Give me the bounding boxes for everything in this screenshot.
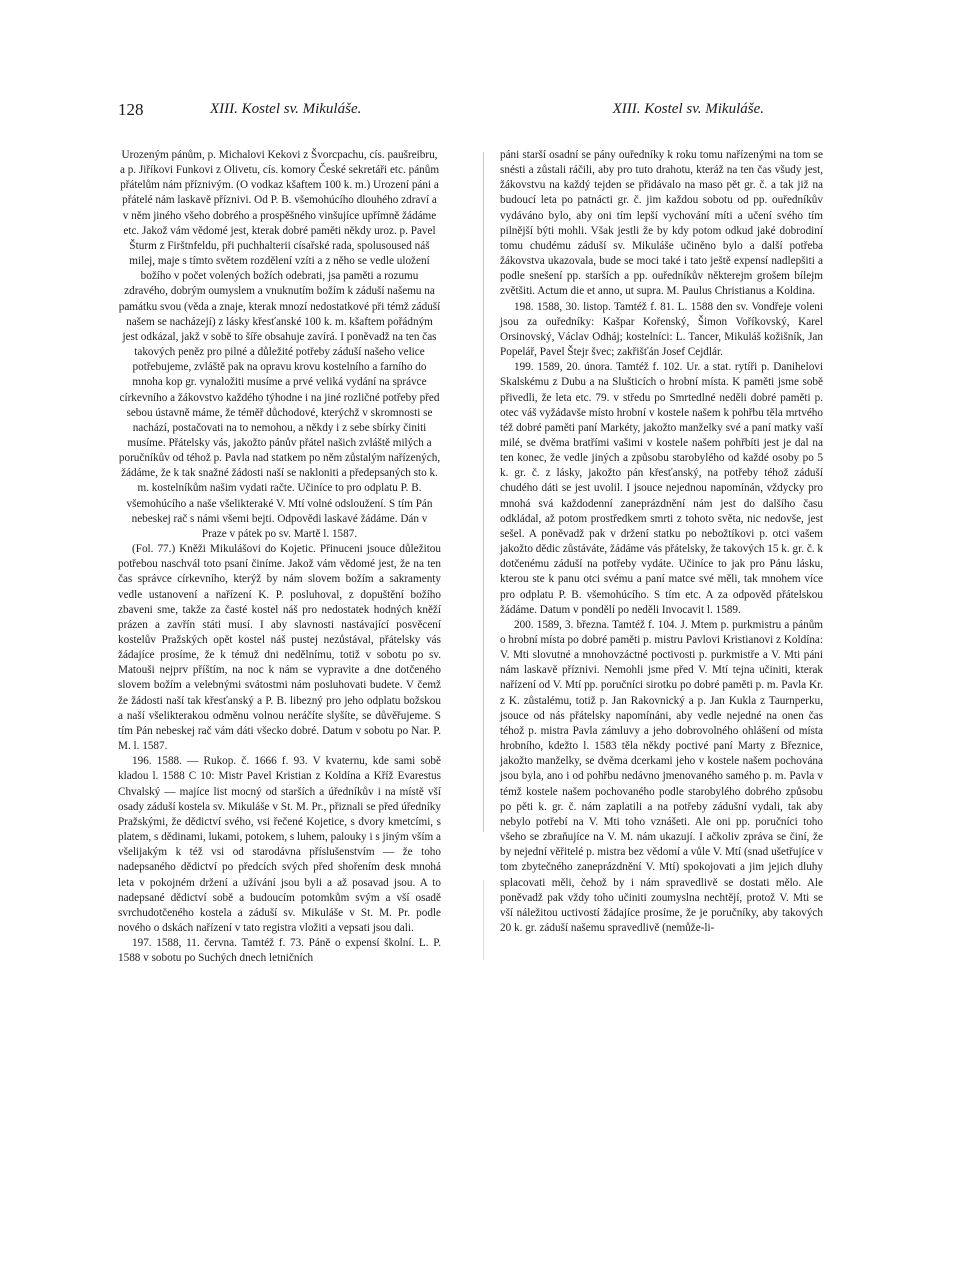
running-title-left: XIII. Kostel sv. Mikuláše. xyxy=(210,101,362,117)
text-paragraph: 198. 1588, 30. listop. Tamtéž f. 81. L. 1588 den sv. Vondřeje voleni jsou za ouředníky: Kašpar Kořenský, Šimon Voříkovský, Karel Orsinovský, Václav Odháj; kostelníci: L. Tancer, Mikuláš kožišník, Jan Popelář, Pavel Štejr švec; zakřišťán Josef Cejdlár. xyxy=(500,300,823,359)
left-text-column xyxy=(118,148,441,966)
text-paragraph: (Fol. 77.) Kněži Mikulášovi do Kojetic. Přinuceni jsouce důležitou potřebou naschvál toto psaní činíme. Jakož vám vědomé jest, že na ten čas správce církevního, kterýž by nám slovem božím a sakramenty vedle ustanovení a nařízení K. P. posluhoval, z dopuštění božího zbaveni sme, takže za časté kostel náš pro nedostatek hodných kněží prázen a zavřín státi musí. I aby slavnosti nastávající posvěcení kostelův Pražských opět kostel náš pustej nezůstával, přátelsky vás žádajíce prosíme, že k témuž dni nedělnímu, totiž v sobotu po sv. Matouši nejprv příštím, na noc k nám se vypravite a dne dotčeného slovem božím a velebnými svátostmi nám posluhovati budete. V čemž že žádosti naší tak křesťanský a P. B. libezný pro jeho odplatu božskou a naší všelikterakou odměnu volnou neráčíte slyšíte, se důvěřujeme. S tím Pán nebeskej rač vám dáti všecko dobré. Datum v sobotu po Nar. P. M. l. 1587. xyxy=(118,543,441,753)
page-number: 128 xyxy=(118,100,144,119)
text-paragraph: 196. 1588. — Rukop. č. 1666 f. 93. V kvaternu, kde sami sobě kladou l. 1588 C 10: Mistr Pavel Kristian z Koldína a Kříž Evarestus Chvalský — majíce list mocný od starších a úředníkův i na místě vší osady záduší kostela sv. Mikuláše v St. M. Pr., přiznali se před úředníky Pražskými, že dědictví svého, vsi řečené Kojetice, s dvory kmetcími, s platem, s dědinami, lukami, potokem, s luhem, palouky i s jiným vším a všelijakým k též vsi od starodávna příslušenstvím — že toho nadepsaného dědictví po předcích svých před shořením desk mnohá leta v pokojném držení a užívání jsou byli a až posavad jsou. A to nadepsané dědictví sobě a budoucím potomkům svým a vší osadě svrchudotčeného kostela a záduší sv. Mikuláše v St. M. Pr. podle nového o dskách nařízení v tato registra vložiti a vepsati jsou dali. xyxy=(118,755,441,934)
column-divider xyxy=(483,152,484,832)
page-header xyxy=(118,100,764,124)
text-paragraph: 200. 1589, 3. března. Tamtéž f. 104. J. Mtem p. purkmistru a pánům o hrobní místa po dobré paměti p. mistru Pavlovi Kristianovi z Koldína: V. Mti slovutné a mnohovzáctné poctivosti p. purkmistře a V. Mti páni nám laskavě příznivi. Nemohli jsme před V. Mtí tejna učiniti, kterak nařízení od V. Mtí pp. poručníci sirotku po dobré paměti p. m. Pavla Kr. z K. zůstalému, totiž p. Jan Rakovnický a p. Jan Kukla z Taurnperku, jsouce od nás přátelsky napomínáni, aby vedle nejedné na onen čas téhož p. mistra Pavla zámluvy a jeho dobrovolného ohlášení od místa hrobního, kdežto l. 1583 těla někdy poctivé paní Marty z Březnice, jakožto manželky, se dvěma dcerkami jeho v kostele našem pochována jsou byla, ano i od pohřbu nedávno jmenovaného samého p. m. Pavla v témž kostele našem pochovaného podle starobylého dobrého způsobu po pěti k. gr. č. nám zaplatili a na potřeby zádušní vydali, tak aby nebylo potřebí na V. Mti toho vznášeti. Ale oni pp. poručníci toho všeho se zbraňujíce na V. M. nám ukazují. I ačkoliv zpráva se činí, že by nejední věřitelé p. mistra bez vědomí a vůle V. Mtí (snad ušetřujíce v tom zbytečného zaneprázdnění V. Mtí) spokojovati a jim jejich dluhy splacovati měli, čehož by i nám spravedlivě se dostati mělo. Ale poněvadž pak vždy toho učiniti zoumyslna nechtějí, protož V. Mti se vší náležitou uctivostí žádajíce prosíme, že je poručníky, aby takových 20 k. gr. záduší našemu spravedlivě (nemůže-li- xyxy=(500,618,823,934)
column-divider xyxy=(483,880,484,960)
text-paragraph: páni starší osadní se pány ouředníky k roku tomu nařízenými na tom se snésti a zůstali ráčili, aby pro tuto drahotu, kteráž na ten čas všudy jest, žákovstvu na každý tejden se přidávalo na maso pět gr. č. a tak již na budoucí leta po patnácti gr. č. jim každou sobotu od pp. ouředníkův vydáváno bylo, aby oni tím lepší vychování míti a učení svého tím pilnější býti mohli. Však jestli že by kdy potom odkud jaké dobrodiní tomu chudému záduší sv. Mikuláše učiněno bylo a další potřeba žákovstva ukazovala, bude se moci také i tato ještě expensí nadlepšiti a podle snešení pp. starších a pp. ouředníkův některejm grošem bílejm zvětšiti. Actum die et anno, ut supra. M. Paulus Christianus a Koldina. xyxy=(500,149,823,298)
text-paragraph: 197. 1588, 11. června. Tamtéž f. 73. Páně o expensí školní. L. P. 1588 v sobotu po Suchých dnech letničních xyxy=(118,937,441,965)
text-paragraph: Urozeným pánům, p. Michalovi Kekovi z Švorcpachu, cís. paušreibru, a p. Jiříkovi Funkovi z Olivetu, cís. komory České sekretáři etc. pánům přátelům nám příznivým. (O vodkaz kšaftem 100 k. m.) Urození páni a přátelé nám laskavě příznivi. Od P. B. všemohúcího dlouhého zdraví a v něm jiného všeho dobrého a prospěšného vinšujíce upřímně žádáme etc. Jakož vám vědomé jest, kterak dobré paměti někdy uroz. p. Pavel Šturm z Firštnfeldu, při puchhalterii císařské rada, spolusoused náš milej, maje s tímto světem rozdělení vzíti a z něho se vedle uložení božího v počet volených božích odebrati, jsa paměti a rozumu zdravého, dobrým oumyslem a vnuknutím božím k záduší našemu na památku svou (věda a znaje, kterak mnozí nedostatkové při témž záduší našem se nacházejí) z lásky křesťanské 100 k. m. kšaftem pořádným jest odkázal, jakž v sobě to šíře obsahuje zavírá. I poněvadž na ten čas takových peněz pro pilné a důležité potřeby záduší našeho velice potřebujeme, zvláště pak na opravu krovu kostelního a farního do mnoha kop gr. vynaložiti musíme a prvé veliká vydání na správce církevního a žákovstvo každého týhodne i na jiné rozličné potřeby před sebou ústavně máme, že téměř důchodové, kterýchž v skromnosti se nachází, postačovati na to nemohou, a někdy i z sebe sbírky činiti musíme. Přátelsky vás, jakožto pánův přátel našich zvláště milých a poručníkův od téhož p. Pavla nad statkem po něm zůstalým nařízených, žádáme, že k tak snažné žádosti naší se nakloniti a předepsaných sto k. m. kostelníkům našim vydati račte. Učiníce to pro odplatu P. B. všemohúcího a naše všelikteraké V. Mtí volné odsloužení. S tím Pán nebeskej rač s námi všemi bejti. Odpovědi laskavé žádáme. Dán v Praze v pátek po sv. Martě l. 1587. xyxy=(118,149,441,540)
text-paragraph: 199. 1589, 20. února. Tamtéž f. 102. Ur. a stat. rytíři p. Danihelovi Skalskému z Dubu a na Slušticích o hrobní místa. K paměti jsme sobě přivedli, že leta etc. 79. v středu po Smrtedlné neděli dobré paměti p. otec váš vyžádavše místo hrobní v kostele našem k pohřbu těla mrtvého též dobré paměti paní Markéty, jakožto manželky své a paní matky vaší milé, se dvěma bratřími vašimi v kostele našem pohřbíti jest je dal na ten konec, že vedle jiných a způsobu starobylého od každé osoby po 5 k. gr. č. z lásky, jakožto pán křesťanský, na potřeby téhož záduší chudého dáti se jest uvolil. I jsouce nejednou napomínán, vždycky pro mnohá svá každodenní zaneprázdnění nám jest do dalšího času odkládal, až potom prostředkem smrti z tohoto světa, nic nedovše, jest sešel. A poněvadž pak v držení statku po nebožtíkovi p. otci vašem jakožto dědic zůstáváte, žádáme vás přátelsky, že takových 15 k. gr. č. k dotčenému záduší na potřeby vydáte. Učiníce to jak pro Pánu lásku, kterou ste k panu otci svému a paní matce své měli, tak mnohem více pro odplatu P. B. všemohúcího. S tím etc. A za odpověd přátelskou žádáme. Datum v pondělí po neděli Invocavit l. 1589. xyxy=(500,361,823,616)
running-title-right: XIII. Kostel sv. Mikuláše. xyxy=(612,101,764,117)
right-text-column xyxy=(500,148,823,936)
